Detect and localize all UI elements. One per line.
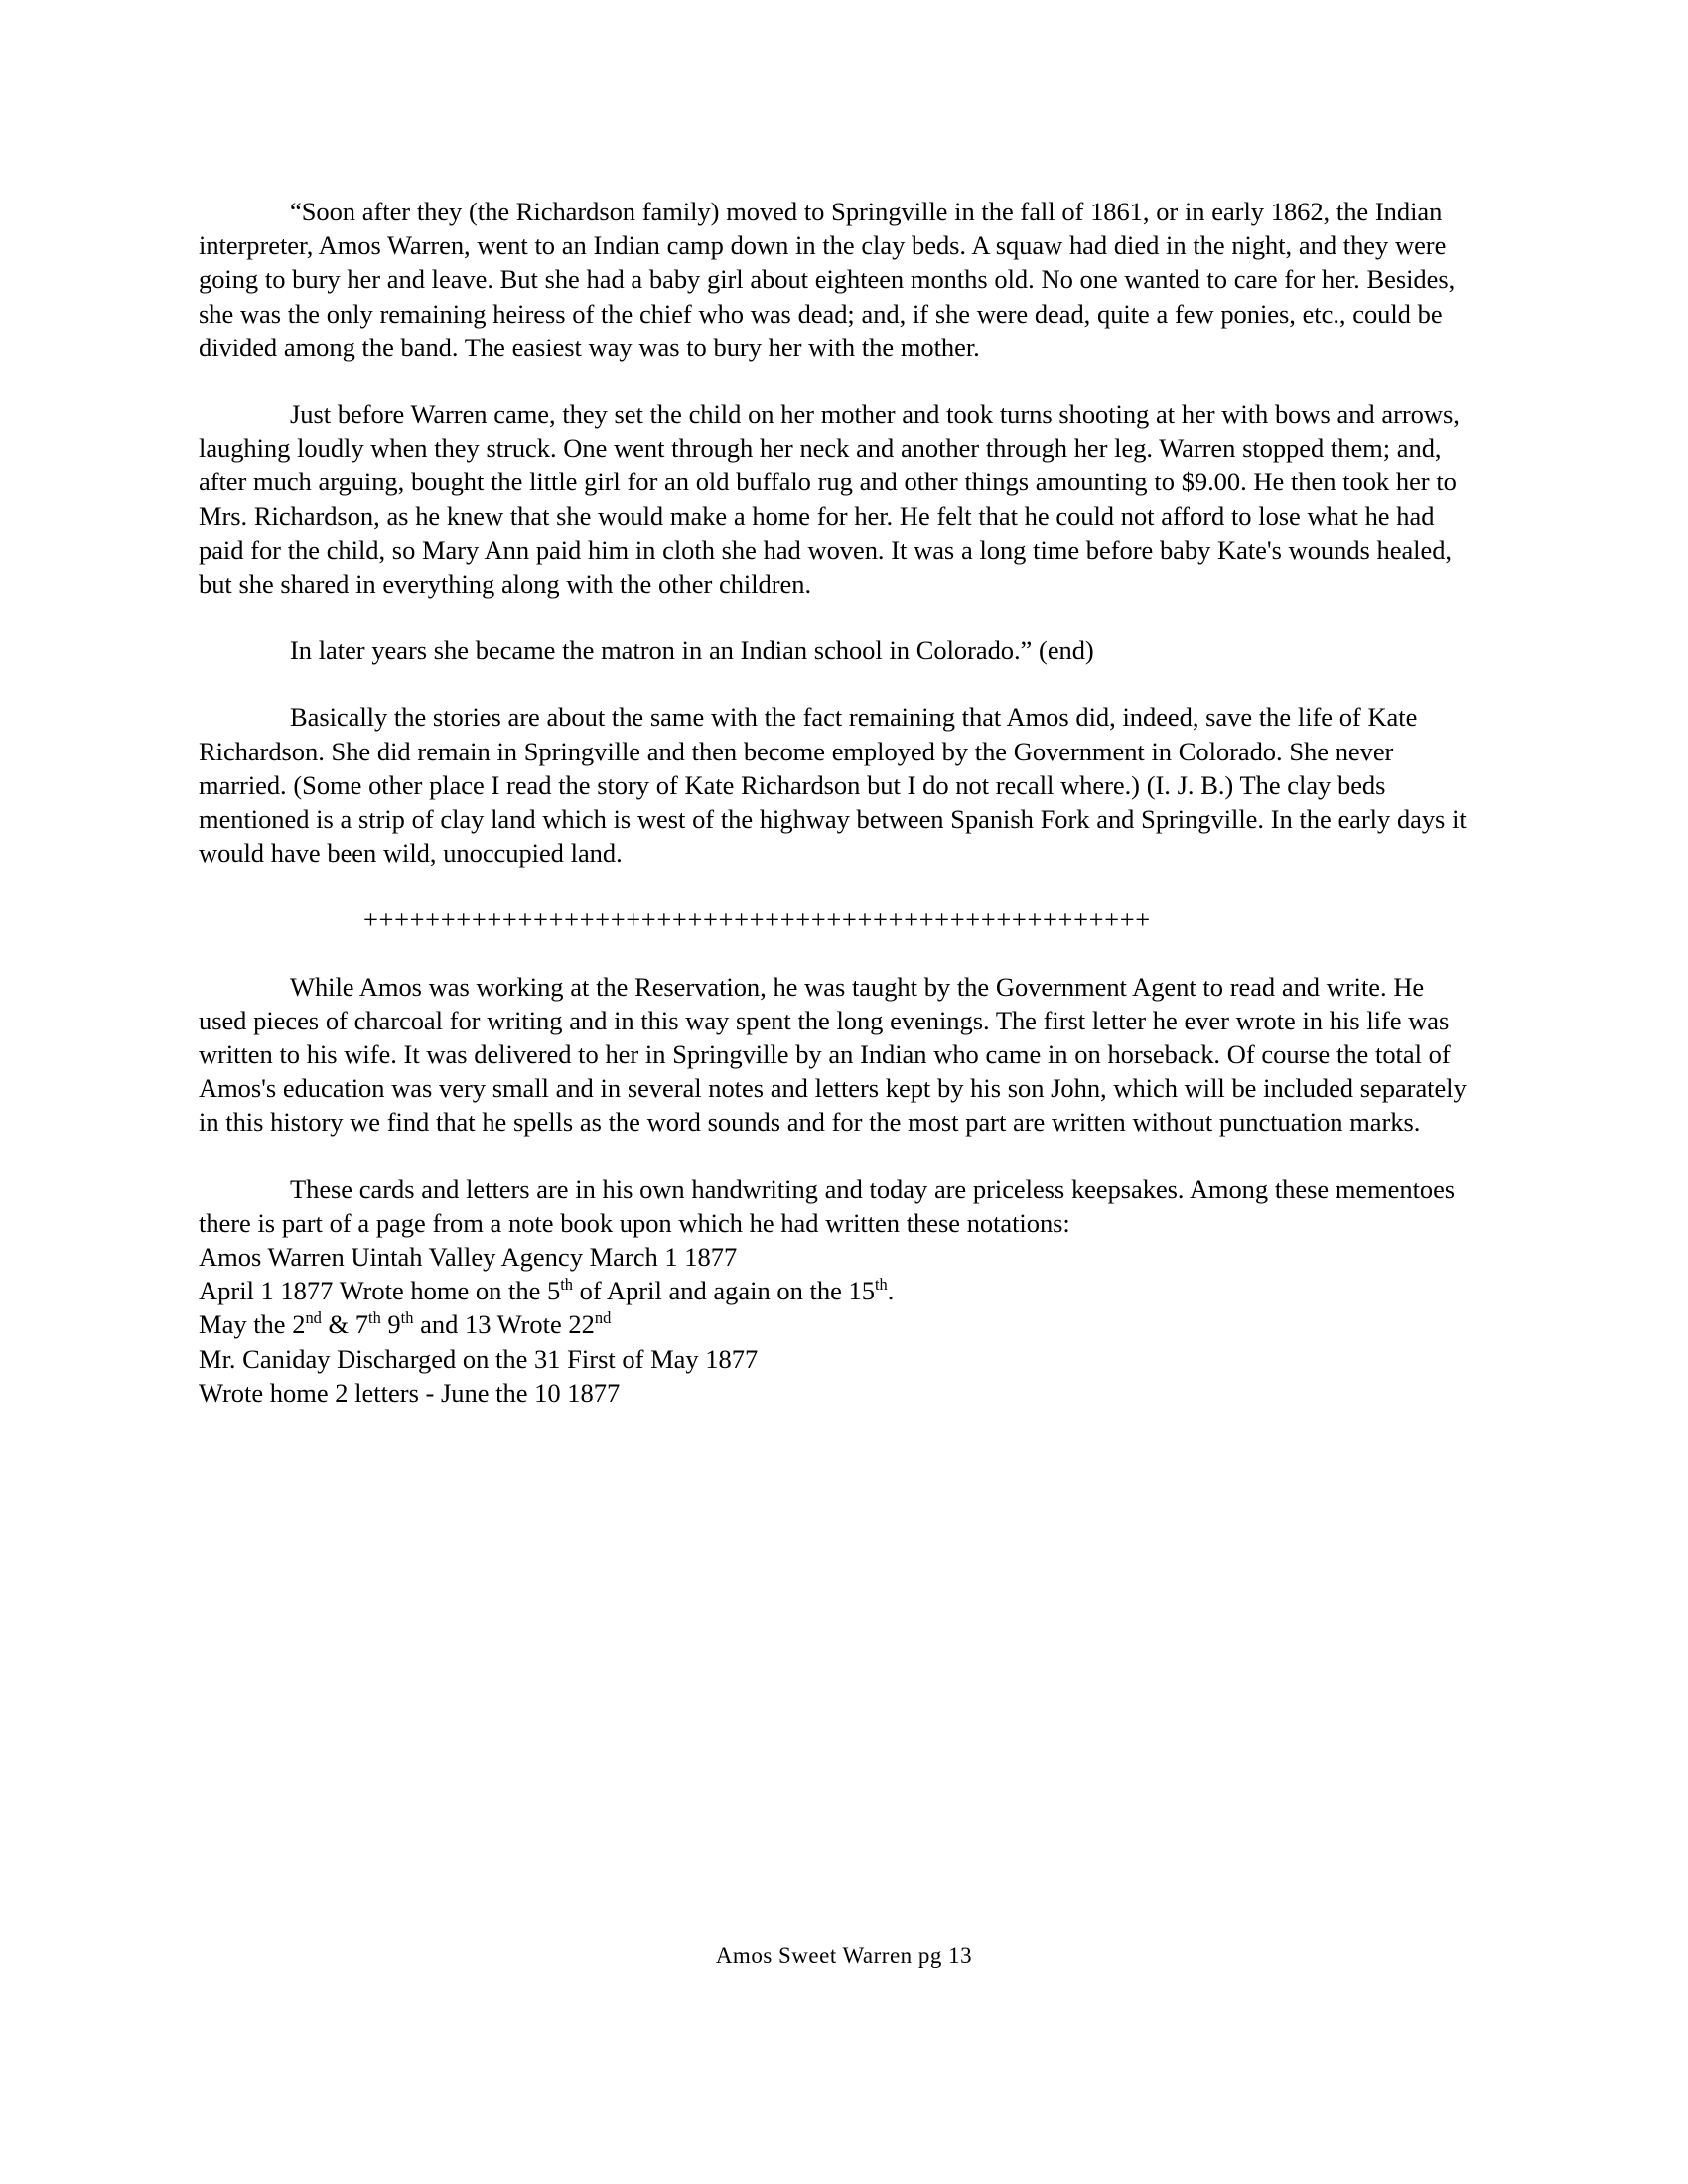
- paragraph-soon-after: [199, 195, 1475, 364]
- ordinal-suffix: th: [874, 1275, 888, 1295]
- notation-text: & 7: [321, 1309, 368, 1340]
- notation-line-3: [199, 1307, 1475, 1341]
- ordinal-suffix: th: [368, 1308, 381, 1328]
- ordinal-suffix: nd: [594, 1308, 612, 1328]
- paragraph-text: “Soon after they (the Richardson family) moved to Springville in the fall of 1861, or in early 1862, the Indian interpreter, Amos Warren, went to an Indian camp down in the clay beds. A squaw had died in the night, and they were going to bury her and leave. But she had a baby girl about eighteen months old. No one wanted to care for her. Besides, she was the only remaining heiress of the chief who was dead; and, if she were dead, quite a few ponies, etc., could be divided among the band. The easiest way was to bury her with the mother.: [199, 197, 1456, 362]
- paragraph-spacer: [199, 937, 1475, 970]
- paragraph-spacer: [199, 667, 1475, 700]
- notation-line-2: [199, 1274, 1475, 1307]
- notation-text: Amos Warren Uintah Valley Agency March 1 1877: [199, 1242, 738, 1273]
- paragraph-spacer: [199, 601, 1475, 633]
- notation-line-5: [199, 1376, 1475, 1410]
- paragraph-text: These cards and letters are in his own handwriting and today are priceless keepsakes. Among these mementoes there is part of a page from a note book upon which he had written these notations:: [199, 1173, 1456, 1238]
- ordinal-suffix: th: [560, 1275, 574, 1295]
- notation-text: of April and again on the 15: [573, 1276, 875, 1306]
- notation-line-1: [199, 1240, 1475, 1274]
- notation-text: 9: [380, 1309, 401, 1340]
- paragraph-basically-the-stories: [199, 700, 1475, 870]
- page-footer: [0, 1941, 1688, 1971]
- paragraph-text: Basically the stories are about the same with the fact remaining that Amos did, indeed, save the life of Kate Richardson. She did remain in Springville and then become employed by the Government in Colorado. She never married. (Some other place I read the story of Kate Richardson but I do not recall where.) (I. J. B.) The clay beds mentioned is a strip of clay land which is west of the highway between Spanish Fork and Springville. In the early days it would have been wild, unoccupied land.: [199, 702, 1467, 869]
- paragraph-text: Just before Warren came, they set the child on her mother and took turns shooting at her with bows and arrows, laughing loudly when they struck. One went through her neck and another through her leg. Warren stopped them; and, after much arguing, bought the little girl for an old buffalo rug and other things amounting to $9.00. He then took her to Mrs. Richardson, as he knew that she would make a home for her. He felt that he could not afford to lose what he had paid for the child, so Mary Ann paid him in cloth she had woven. It was a long time before baby Kate's wounds healed, but she shared in everything along with the other children.: [199, 399, 1460, 600]
- paragraph-text: While Amos was working at the Reservation, he was taught by the Government Agent to read and write. He used pieces of charcoal for writing and in this way spent the long evenings. The first letter he ever wrote in his life was written to his wife. It was delivered to her in Springville by an Indian who came in on horseback. Of course the total of Amos's education was very small and in several notes and letters kept by his son John, which will be included separately in this history we find that he spells as the word sounds and for the most part are written without punctuation marks.: [199, 971, 1467, 1138]
- paragraph-while-amos: [199, 970, 1475, 1140]
- ordinal-suffix: nd: [305, 1308, 322, 1328]
- notation-text: Mr. Caniday Discharged on the 31 First of May 1877: [199, 1343, 759, 1374]
- ordinal-suffix: th: [400, 1308, 414, 1328]
- notation-text: and 13 Wrote 22: [413, 1309, 595, 1340]
- paragraph-spacer: [199, 364, 1475, 397]
- paragraph-spacer: [199, 870, 1475, 902]
- notation-line-4: [199, 1342, 1475, 1376]
- page-footer-text: Amos Sweet Warren pg 13: [715, 1943, 973, 1968]
- section-divider: +++++++++++++++++++++++++++++++++++++++++++++++++++: [363, 904, 1151, 935]
- paragraph-these-cards: [199, 1172, 1475, 1240]
- paragraph-in-later-years: [199, 633, 1475, 667]
- notation-text: April 1 1877 Wrote home on the 5: [199, 1276, 561, 1306]
- paragraph-spacer: [199, 1140, 1475, 1172]
- paragraph-text: In later years she became the matron in an Indian school in Colorado.” (end): [290, 635, 1094, 666]
- paragraph-just-before-warren: [199, 397, 1475, 601]
- notation-text: Wrote home 2 letters - June the 10 1877: [199, 1377, 621, 1408]
- notation-text: .: [887, 1276, 895, 1306]
- document-body: [199, 195, 1475, 1410]
- notation-text: May the 2: [199, 1309, 306, 1340]
